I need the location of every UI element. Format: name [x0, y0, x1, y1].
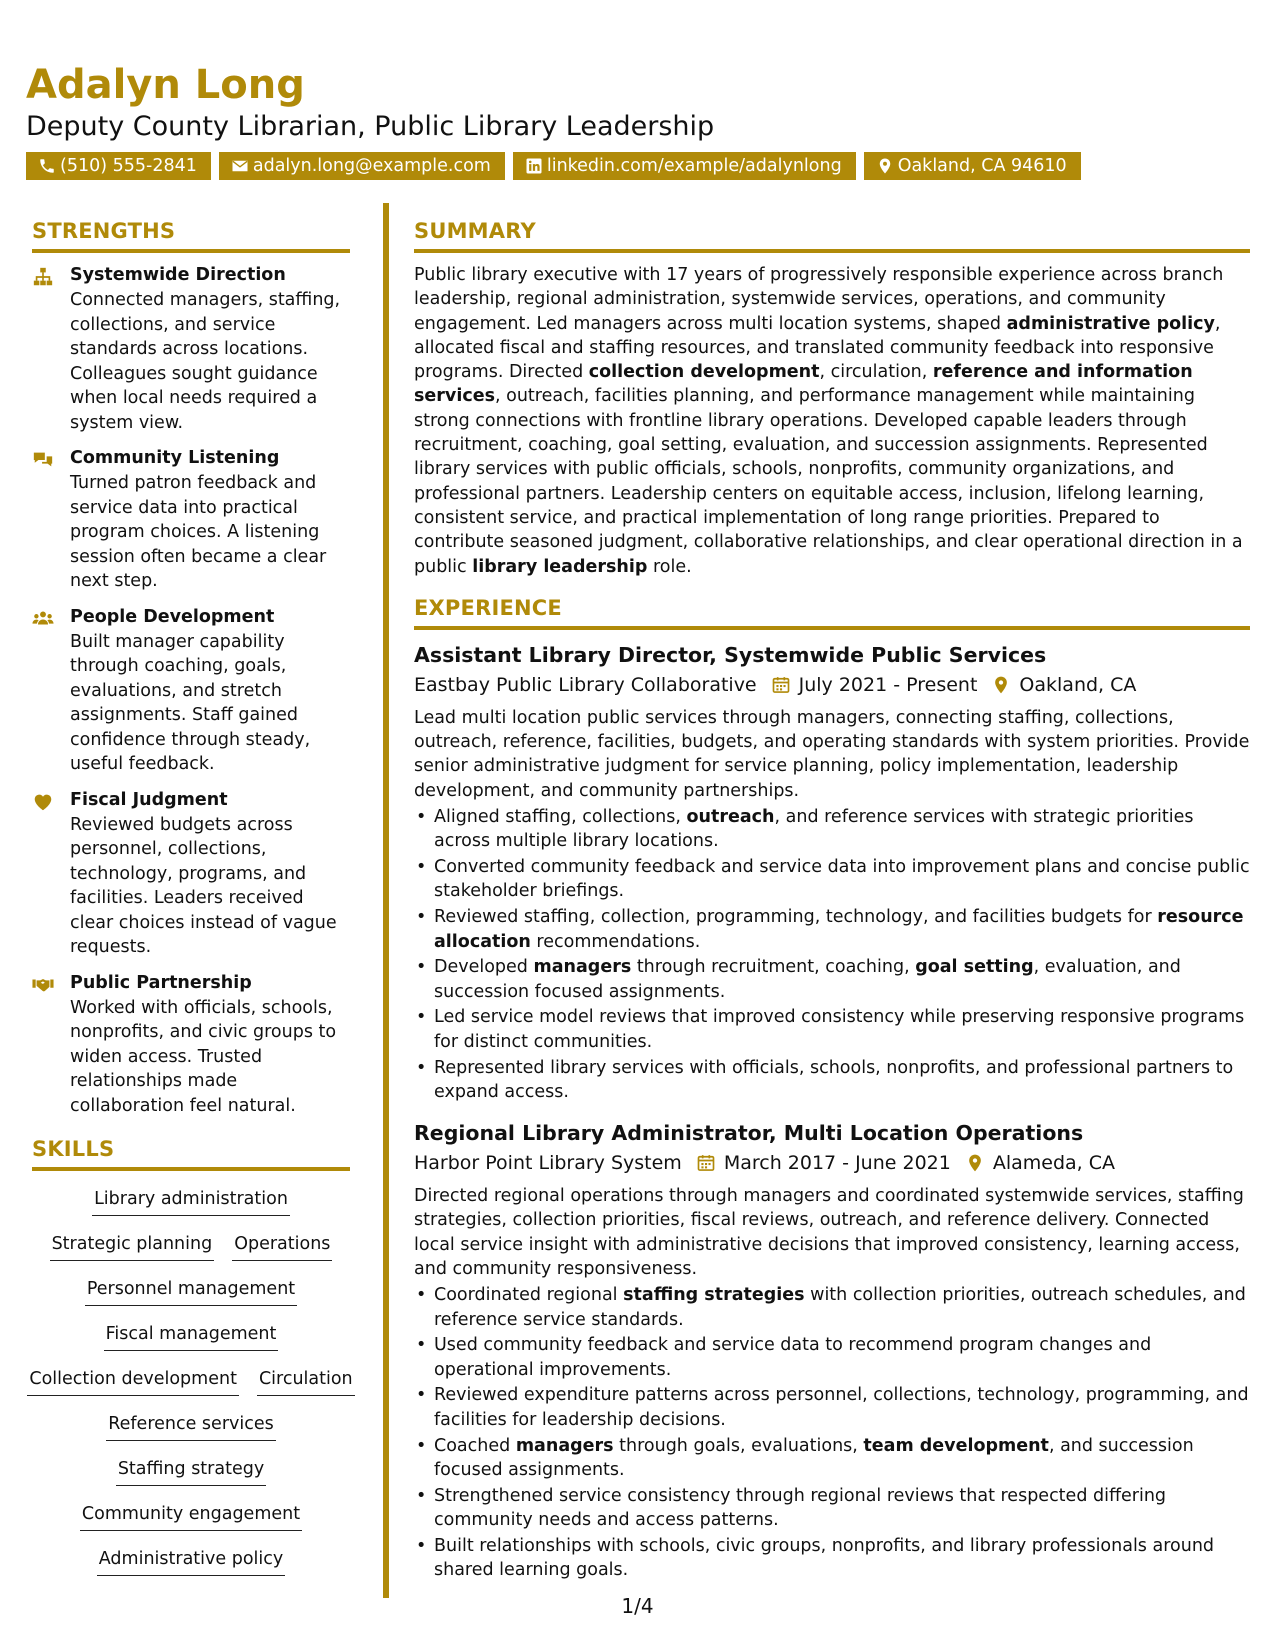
- contact-email-text: adalyn.long@example.com: [252, 156, 491, 176]
- left-column: [29, 218, 353, 1590]
- candidate-title: Deputy County Librarian, Public Library Leadership: [26, 111, 715, 142]
- chat-bubbles-icon: [32, 449, 54, 471]
- skill-row: [32, 1230, 350, 1261]
- skill-tag: Strategic planning: [50, 1230, 215, 1261]
- skills-heading: SKILLS: [32, 1136, 350, 1171]
- skill-tag: Community engagement: [80, 1500, 302, 1531]
- skill-tag: Circulation: [257, 1365, 355, 1396]
- strength-item: [32, 788, 350, 960]
- handshake-icon: [32, 974, 54, 996]
- strength-title: People Development: [70, 606, 275, 627]
- strength-desc: Worked with officials, schools, nonprofits, and civic groups to widen access. Trusted relationships made collaboration feel natural.: [70, 997, 337, 1116]
- job-dates: July 2021 - Present: [798, 673, 978, 696]
- skill-row: [29, 1365, 353, 1396]
- strength-desc: Built manager capability through coaching, goals, evaluations, and stretch assignments. Staff gained confidence through steady, useful feedback.: [70, 631, 311, 774]
- calendar-icon: [771, 675, 791, 695]
- skill-row: [32, 1545, 350, 1576]
- bold-keyword: collection development: [588, 362, 820, 383]
- skills-section: [29, 1136, 353, 1576]
- contact-phone-text: (510) 555-2841: [60, 156, 197, 176]
- strength-desc: Connected managers, staffing, collections, and service standards across locations. Colleagues sought guidance when local needs required a system view.: [70, 290, 341, 433]
- job-description: Lead multi location public services through managers, connecting staffing, collections, outreach, reference, facilities, budgets, and operating standards with system priorities. Provide senior administrative judgment for service planning, policy implementation, leadership development, and community partnerships.: [414, 707, 1250, 801]
- job-description: Directed regional operations through managers and coordinated systemwide services, staffing strategies, collection priorities, fiscal reviews, outreach, and reference delivery. Connected local service insight with administrative decisions that improved consistency, learning access, and community responsiveness.: [414, 1186, 1244, 1279]
- bold-keyword: staffing strategies: [623, 1285, 805, 1306]
- bold-keyword: managers: [533, 957, 632, 978]
- bold-keyword: team development: [863, 1435, 1049, 1456]
- bold-keyword: outreach: [686, 807, 775, 828]
- contact-location: [864, 152, 1081, 180]
- job-bullet: • Developed managers through recruitment, coaching, goal setting, evaluation, and succession focused assignments.: [414, 955, 1250, 1004]
- right-column: [414, 218, 1250, 1596]
- strength-item: [32, 446, 350, 594]
- sitemap-icon: [32, 266, 54, 288]
- job-bullet: • Reviewed staffing, collection, programming, technology, and facilities budgets for resource allocation recommendations.: [414, 905, 1250, 954]
- strength-desc: Reviewed budgets across personnel, collections, technology, programs, and facilities. Leaders received clear choices instead of vague requests.: [70, 814, 337, 957]
- map-pin-icon: [876, 157, 894, 175]
- job-location: Alameda, CA: [992, 1152, 1116, 1175]
- linkedin-icon: [525, 157, 543, 175]
- job-entry: [414, 1118, 1250, 1582]
- strength-title: Public Partnership: [70, 972, 252, 993]
- contact-location-text: Oakland, CA 94610: [897, 156, 1067, 176]
- skill-tag: Staffing strategy: [116, 1455, 266, 1486]
- job-bullet: • Aligned staffing, collections, outreach, and reference services with strategic priorities across multiple library locations.: [414, 805, 1250, 854]
- summary-heading: SUMMARY: [414, 218, 1250, 253]
- skill-row: [32, 1275, 350, 1306]
- job-dates: March 2017 - June 2021: [723, 1152, 951, 1175]
- job-bullet: • Reviewed expenditure patterns across personnel, collections, technology, programming, and facilities for leadership decisions.: [414, 1383, 1250, 1432]
- column-divider: [383, 203, 389, 1598]
- contact-bar: [26, 152, 1256, 180]
- job-bullet: • Used community feedback and service data to recommend program changes and operational improvements.: [414, 1333, 1250, 1382]
- skill-row: [32, 1455, 350, 1486]
- job-entry: [414, 640, 1250, 1104]
- skill-tag: Operations: [232, 1230, 332, 1261]
- skill-tag: Personnel management: [85, 1275, 297, 1306]
- page-number: 1/4: [621, 1594, 654, 1618]
- envelope-icon: [231, 157, 249, 175]
- map-pin-icon: [965, 1153, 985, 1173]
- job-bullet: • Led service model reviews that improved consistency while preserving responsive programs for distinct communities.: [414, 1005, 1250, 1054]
- job-org: Eastbay Public Library Collaborative: [414, 673, 757, 696]
- job-bullet: • Coached managers through goals, evaluations, team development, and succession focused assignments.: [414, 1434, 1250, 1483]
- job-bullet: • Strengthened service consistency through regional reviews that respected differing community needs and access patterns.: [414, 1484, 1250, 1533]
- skill-tag: Collection development: [27, 1365, 239, 1396]
- strength-desc: Turned patron feedback and service data into practical program choices. A listening session often became a clear next step.: [70, 473, 327, 591]
- contact-phone[interactable]: [26, 152, 211, 180]
- job-meta: [414, 670, 1250, 700]
- skill-tag: Reference services: [106, 1410, 276, 1441]
- resume-header: [26, 62, 1256, 180]
- skill-row: [32, 1185, 350, 1216]
- bold-keyword: resource allocation: [434, 907, 1244, 952]
- candidate-name: Adalyn Long: [26, 62, 305, 108]
- skill-tag: Library administration: [92, 1185, 290, 1216]
- job-bullet: • Represented library services with officials, schools, nonprofits, and professional partners to expand access.: [414, 1056, 1250, 1105]
- experience-heading: EXPERIENCE: [414, 595, 1250, 630]
- job-location: Oakland, CA: [1019, 673, 1137, 696]
- strength-item: [32, 971, 350, 1119]
- phone-icon: [38, 157, 56, 175]
- job-title: Assistant Library Director, Systemwide Public Services: [414, 642, 1047, 667]
- bold-keyword: administrative policy: [1006, 313, 1215, 334]
- contact-linkedin[interactable]: [513, 152, 856, 180]
- strength-title: Community Listening: [70, 448, 280, 468]
- skill-tag: Administrative policy: [97, 1545, 285, 1576]
- job-bullet: • Built relationships with schools, civic groups, nonprofits, and library professionals around shared learning goals.: [414, 1534, 1250, 1583]
- skill-row: [32, 1410, 350, 1441]
- strength-title: Systemwide Direction: [70, 265, 286, 285]
- contact-linkedin-text: linkedin.com/example/adalynlong: [546, 156, 842, 176]
- bold-keyword: library leadership: [472, 556, 648, 577]
- skill-row: [32, 1320, 350, 1351]
- contact-email[interactable]: [219, 152, 505, 180]
- bold-keyword: goal setting: [915, 957, 1034, 978]
- job-org: Harbor Point Library System: [414, 1152, 682, 1175]
- job-bullets: [414, 1283, 1250, 1582]
- heart-icon: [32, 791, 54, 813]
- summary-text: Public library executive with 17 years of progressively responsible experience across branch leadership, regional administration, systemwide services, operations, and community engagement. Led managers across multi location systems, shaped administrative policy, allocated fiscal and staffing resources, and translated community feedback into responsive programs. Directed collection development, circulation, reference and information services, outreach, facilities planning, and performance management while maintaining strong connections with frontline library operations. Developed capable leaders through recruitment, coaching, goal setting, evaluation, and succession assignments. Represented library services with public officials, schools, nonprofits, community organizations, and professional partners. Leadership centers on equitable access, inclusion, lifelong learning, consistent service, and practical implementation of long range priorities. Prepared to contribute seasoned judgment, collaborative relationships, and clear operational direction in a public library leadership role.: [414, 265, 1243, 577]
- strength-item: [32, 605, 350, 777]
- skill-row: [32, 1500, 350, 1531]
- bold-keyword: reference and information services: [414, 362, 1193, 407]
- strength-item: [32, 263, 350, 435]
- strength-title: Fiscal Judgment: [70, 789, 228, 810]
- bold-keyword: managers: [515, 1435, 614, 1456]
- calendar-icon: [696, 1153, 716, 1173]
- job-meta: [414, 1148, 1250, 1178]
- job-bullet: • Coordinated regional staffing strategies with collection priorities, outreach schedules, and reference service standards.: [414, 1283, 1250, 1332]
- strengths-heading: STRENGTHS: [32, 218, 350, 253]
- job-bullets: [414, 805, 1250, 1104]
- job-bullet: • Converted community feedback and service data into improvement plans and concise public stakeholder briefings.: [414, 855, 1250, 904]
- skill-tag: Fiscal management: [104, 1320, 279, 1351]
- job-title: Regional Library Administrator, Multi Location Operations: [414, 1121, 1084, 1146]
- people-group-icon: [32, 608, 54, 630]
- map-pin-icon: [991, 675, 1011, 695]
